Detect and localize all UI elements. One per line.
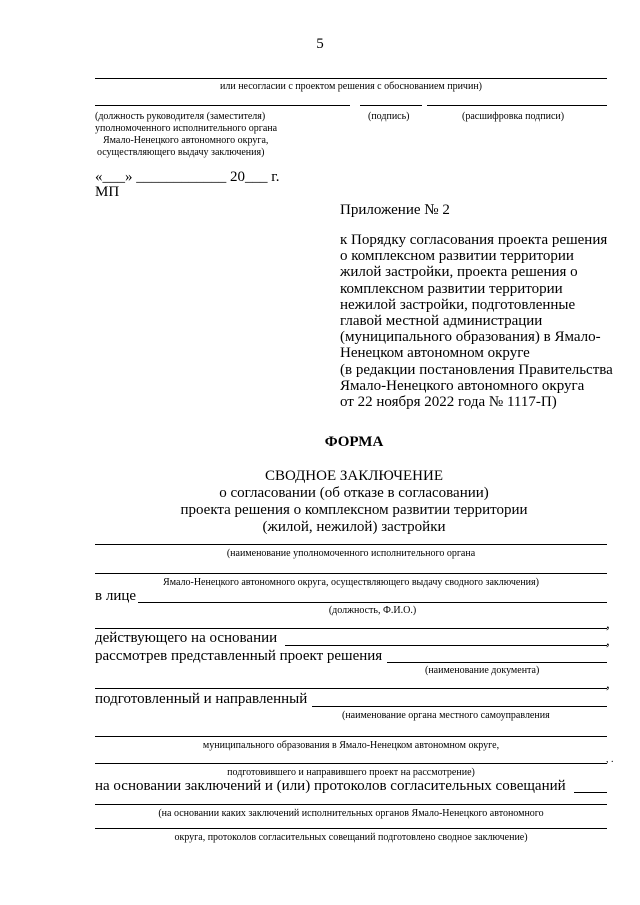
decoding-line [427,105,607,106]
form-subtitle: о согласовании (об отказе в согласовании) проекта решения о комплексном развитии территории (жилой, нежилой) застройки [180,485,528,535]
comma-1: , [606,616,610,632]
organ-caption: (наименование уполномоченного исполнительного органа [226,548,476,559]
municipal-line [95,736,607,737]
prepared-by-line [95,763,607,764]
acting-label: действующего на основании [95,630,278,646]
organ-caption-2: Ямало-Ненецкого автономного округа, осуществляющего выдачу сводного заключения) [163,577,539,588]
date-line: «___» ____________ 20___ г. [95,169,280,185]
objection-line [95,78,607,79]
appendix-title: Приложение № 2 [340,202,450,218]
page-number: 5 [316,36,324,52]
signature-line [360,105,422,106]
comma-2: , [606,676,610,692]
signature-caption: (подпись) [368,111,410,122]
position-extra-line [95,628,607,629]
basis-line-2 [95,828,607,829]
basis-line-end [574,792,607,793]
in-person-label: в лице [95,588,137,604]
comma-acting: , [606,633,610,649]
objection-caption: или несогласии с проектом решения с обоснованием причин) [220,81,482,92]
in-person-line [138,602,607,603]
prepared-by-caption: подготовившего и направившего проект на рассмотрение) [227,767,475,778]
document-extra-line [95,688,607,689]
form-title: СВОДНОЕ ЗАКЛЮЧЕНИЕ [264,468,443,484]
appendix-text: к Порядку согласования проекта решения о комплексном развитии территории жилой застройки, проекта решения о комплексном развитии территории нежилой застройки, подготовленные главой местной администрации (муниципального образования) в Ямало- Ненецком автономном округе (в редакции постановления Правительства Ямало-Ненецкого автономного округа от 22 ноября 2022 года № 1117-П) [340,232,613,411]
considered-line [387,662,607,663]
organ-line-2 [95,573,607,574]
comma-3: , . [606,754,614,765]
form-label: ФОРМА [324,434,384,450]
prepared-label: подготовленный и направленный [95,691,308,707]
local-body-caption: (наименование органа местного самоуправления [342,710,550,721]
considered-label: рассмотрев представленный проект решения [95,648,383,664]
basis-caption-2: округа, протоколов согласительных совещаний подготовлено сводное заключение) [174,832,528,843]
decoding-caption: (расшифровка подписи) [462,111,565,122]
position-caption: (должность руководителя (заместителя) уполномоченного исполнительного органа Ямало-Ненецкого автономного округа, осуществляющего выдачу заключения) [95,111,278,158]
position-name-caption: (должность, Ф.И.О.) [328,605,417,616]
acting-line [285,645,607,646]
document-caption: (наименование документа) [425,665,540,676]
basis-line [95,804,607,805]
basis-caption-1: (на основании каких заключений исполнительных органов Ямало-Ненецкого автономного [158,808,544,819]
prepared-line [312,706,607,707]
organ-line [95,544,607,545]
basis-label: на основании заключений и (или) протоколов согласительных совещаний [95,778,566,794]
position-line [95,105,350,106]
stamp-mark: МП [95,184,120,200]
municipal-caption: муниципального образования в Ямало-Ненецком автономном округе, [202,740,500,751]
